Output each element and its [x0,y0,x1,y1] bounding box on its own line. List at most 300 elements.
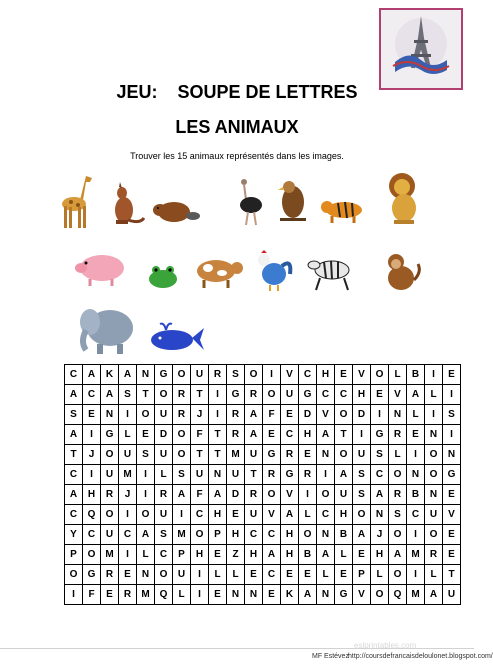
frog-icon [146,264,180,290]
grid-cell[interactable]: A [371,485,389,505]
grid-cell[interactable]: S [119,385,137,405]
grid-cell[interactable]: S [371,445,389,465]
grid-cell[interactable]: I [407,445,425,465]
grid-cell[interactable]: H [245,545,263,565]
grid-cell[interactable]: B [407,485,425,505]
grid-cell[interactable]: B [407,365,425,385]
grid-cell[interactable]: L [389,445,407,465]
grid-cell[interactable]: I [407,525,425,545]
grid-cell[interactable]: I [191,565,209,585]
grid-cell[interactable]: N [137,565,155,585]
grid-cell[interactable]: F [191,425,209,445]
ostrich-icon [234,178,264,226]
grid-cell[interactable]: C [65,465,83,485]
grid-cell[interactable]: N [425,485,443,505]
grid-cell[interactable]: U [245,505,263,525]
grid-cell[interactable]: I [191,585,209,605]
grid-cell[interactable]: M [119,465,137,485]
grid-cell[interactable]: A [407,385,425,405]
grid-cell[interactable]: O [173,425,191,445]
grid-cell[interactable]: F [191,485,209,505]
grid-cell[interactable]: A [281,505,299,525]
grid-cell[interactable]: C [263,565,281,585]
grid-cell[interactable]: O [335,405,353,425]
grid-cell[interactable]: L [227,565,245,585]
grid-cell[interactable]: E [263,585,281,605]
grid-cell[interactable]: B [335,525,353,545]
grid-cell[interactable]: T [335,425,353,445]
grid-cell[interactable]: E [209,545,227,565]
grid-cell[interactable]: A [65,385,83,405]
grid-cell[interactable]: H [281,525,299,545]
grid-cell[interactable]: C [281,425,299,445]
grid-cell[interactable]: N [317,585,335,605]
grid-cell[interactable]: O [263,385,281,405]
grid-cell[interactable]: F [83,585,101,605]
grid-cell[interactable]: I [353,425,371,445]
grid-cell[interactable]: U [173,565,191,585]
grid-cell[interactable]: U [155,405,173,425]
grid-cell[interactable]: K [281,585,299,605]
grid-cell[interactable]: Z [227,545,245,565]
grid-cell[interactable]: N [245,585,263,605]
grid-cell[interactable]: D [155,425,173,445]
instruction-text: Trouver les 15 animaux représentés dans les images. [130,151,344,161]
grid-cell[interactable]: I [119,505,137,525]
grid-cell[interactable]: A [317,425,335,445]
grid-cell[interactable]: E [137,425,155,445]
grid-cell[interactable]: O [83,545,101,565]
grid-cell[interactable]: E [443,365,461,385]
grid-row [65,425,461,445]
grid-cell[interactable]: D [227,485,245,505]
grid-cell[interactable]: L [425,385,443,405]
grid-cell[interactable]: C [155,545,173,565]
eiffel-tower-logo [381,10,461,88]
grid-cell[interactable]: A [245,405,263,425]
grid-cell[interactable]: Q [155,585,173,605]
grid-cell[interactable]: E [335,365,353,385]
grid-cell[interactable]: V [353,365,371,385]
grid-cell[interactable]: J [119,485,137,505]
grid-cell[interactable]: G [155,365,173,385]
grid-row [65,385,461,405]
cow-icon [188,254,244,290]
grid-cell[interactable]: I [443,385,461,405]
grid-cell[interactable]: L [137,545,155,565]
grid-cell[interactable]: I [119,545,137,565]
grid-cell[interactable]: Q [83,505,101,525]
grid-cell[interactable]: E [299,565,317,585]
grid-cell[interactable]: O [389,465,407,485]
grid-cell[interactable]: J [371,525,389,545]
grid-cell[interactable]: G [335,585,353,605]
grid-cell[interactable]: R [209,365,227,385]
grid-cell[interactable]: G [371,425,389,445]
grid-cell[interactable]: U [155,505,173,525]
whale-icon [148,320,206,352]
grid-cell[interactable]: G [443,465,461,485]
grid-cell[interactable]: O [173,365,191,385]
grid-cell[interactable]: H [191,545,209,565]
grid-cell[interactable]: O [263,485,281,505]
grid-cell[interactable]: U [335,485,353,505]
grid-cell[interactable]: N [389,405,407,425]
grid-row [65,585,461,605]
grid-cell[interactable]: R [155,485,173,505]
grid-cell[interactable]: O [335,445,353,465]
grid-cell[interactable]: A [173,485,191,505]
grid-cell[interactable]: R [173,405,191,425]
grid-cell[interactable]: D [299,405,317,425]
grid-cell[interactable]: N [227,585,245,605]
grid-cell[interactable]: I [65,585,83,605]
grid-cell[interactable]: O [371,585,389,605]
grid-cell[interactable]: V [443,505,461,525]
grid-cell[interactable]: R [389,485,407,505]
grid-cell[interactable]: C [65,505,83,525]
grid-cell[interactable]: U [425,505,443,525]
grid-cell[interactable]: O [389,565,407,585]
grid-cell[interactable]: A [245,425,263,445]
grid-cell[interactable]: A [317,545,335,565]
grid-cell[interactable]: I [83,425,101,445]
grid-cell[interactable]: L [371,565,389,585]
grid-cell[interactable]: L [173,585,191,605]
grid-cell[interactable]: R [227,405,245,425]
grid-cell[interactable]: O [155,565,173,585]
grid-cell[interactable]: O [317,485,335,505]
grid-cell[interactable]: N [443,445,461,465]
word-search-grid [64,364,461,605]
grid-cell[interactable]: U [245,445,263,465]
grid-cell[interactable]: E [281,565,299,585]
tiger-icon [318,196,368,224]
grid-cell[interactable]: M [137,585,155,605]
grid-cell[interactable]: A [119,365,137,385]
grid-row [65,405,461,425]
grid-cell[interactable]: M [407,545,425,565]
grid-cell[interactable]: E [335,565,353,585]
grid-cell[interactable]: G [101,425,119,445]
grid-cell[interactable]: R [227,425,245,445]
grid-cell[interactable]: A [299,585,317,605]
grid-cell[interactable]: I [137,485,155,505]
grid-cell[interactable]: C [317,505,335,525]
grid-cell[interactable]: O [137,405,155,425]
lion-icon [382,170,424,226]
grid-cell[interactable]: E [101,585,119,605]
grid-cell[interactable]: H [227,525,245,545]
grid-cell[interactable]: C [83,385,101,405]
grid-cell[interactable]: I [137,465,155,485]
grid-cell[interactable]: L [155,465,173,485]
grid-cell[interactable]: S [137,445,155,465]
grid-cell[interactable]: I [443,425,461,445]
grid-cell[interactable]: E [371,385,389,405]
grid-cell[interactable]: S [65,405,83,425]
grid-cell[interactable]: R [101,565,119,585]
grid-cell[interactable]: C [83,525,101,545]
grid-row [65,545,461,565]
grid-cell[interactable]: E [299,445,317,465]
grid-cell[interactable]: R [173,385,191,405]
grid-cell[interactable]: O [155,385,173,405]
grid-cell[interactable]: C [317,385,335,405]
grid-cell[interactable]: L [317,565,335,585]
grid-cell[interactable]: O [371,365,389,385]
grid-cell[interactable]: T [65,445,83,465]
grid-cell[interactable]: A [101,385,119,405]
grid-cell[interactable]: U [191,365,209,385]
grid-cell[interactable]: J [191,405,209,425]
grid-cell[interactable]: A [263,545,281,565]
grid-cell[interactable]: R [389,425,407,445]
logo-badge [379,8,463,90]
grid-cell[interactable]: I [425,365,443,385]
grid-row [65,445,461,465]
page-footer [0,648,493,663]
grid-cell[interactable]: E [407,425,425,445]
grid-cell[interactable]: A [389,545,407,565]
grid-cell[interactable]: Q [389,585,407,605]
grid-cell[interactable]: H [209,505,227,525]
grid-cell[interactable]: E [227,505,245,525]
beaver-icon [152,196,200,226]
grid-cell[interactable]: T [191,445,209,465]
grid-cell[interactable]: O [101,505,119,525]
grid-cell[interactable]: L [119,425,137,445]
grid-cell[interactable]: F [263,405,281,425]
grid-cell[interactable]: R [245,485,263,505]
grid-cell[interactable]: E [119,565,137,585]
grid-cell[interactable]: G [227,385,245,405]
grid-cell[interactable]: S [443,405,461,425]
grid-cell[interactable]: I [425,405,443,425]
grid-cell[interactable]: K [101,365,119,385]
grid-cell[interactable]: U [119,445,137,465]
grid-row [65,565,461,585]
grid-cell[interactable]: P [65,545,83,565]
grid-cell[interactable]: S [353,485,371,505]
watermark: eslprintables.com [354,641,417,650]
grid-cell[interactable]: D [353,405,371,425]
grid-cell[interactable]: M [407,585,425,605]
grid-cell[interactable]: O [173,445,191,465]
grid-cell[interactable]: O [65,565,83,585]
grid-cell[interactable]: T [137,385,155,405]
grid-cell[interactable]: U [101,525,119,545]
grid-cell[interactable]: A [137,525,155,545]
grid-cell[interactable]: V [353,585,371,605]
grid-cell[interactable]: A [209,485,227,505]
grid-cell[interactable]: A [335,465,353,485]
grid-cell[interactable]: H [83,485,101,505]
grid-cell[interactable]: G [83,565,101,585]
grid-cell[interactable]: O [137,505,155,525]
grid-cell[interactable]: C [263,525,281,545]
grid-row [65,505,461,525]
grid-cell[interactable]: I [209,385,227,405]
grid-cell[interactable]: P [209,525,227,545]
grid-cell[interactable]: M [227,445,245,465]
monkey-icon [380,252,422,294]
grid-cell[interactable]: E [353,545,371,565]
grid-cell[interactable]: V [281,365,299,385]
grid-cell[interactable]: O [191,525,209,545]
footer-url[interactable]: http://coursdefrancaisdeloulonet.blogspot.com/ [348,653,493,660]
grid-cell[interactable]: R [263,465,281,485]
grid-cell[interactable]: T [209,425,227,445]
grid-cell[interactable]: P [353,565,371,585]
grid-cell[interactable]: L [425,565,443,585]
grid-cell[interactable]: C [371,465,389,485]
grid-cell[interactable]: A [83,365,101,385]
grid-cell[interactable]: T [443,565,461,585]
grid-cell[interactable]: Y [65,525,83,545]
grid-cell[interactable]: O [425,465,443,485]
grid-cell[interactable]: R [425,545,443,565]
grid-cell[interactable]: E [443,525,461,545]
grid-cell[interactable]: M [173,525,191,545]
grid-row [65,525,461,545]
grid-cell[interactable]: R [101,485,119,505]
grid-cell[interactable]: I [83,465,101,485]
grid-cell[interactable]: U [101,465,119,485]
grid-cell[interactable]: C [299,365,317,385]
grid-cell[interactable]: O [353,505,371,525]
grid-cell[interactable]: U [227,465,245,485]
grid-cell[interactable]: V [389,385,407,405]
grid-cell[interactable]: U [353,445,371,465]
grid-cell[interactable]: L [209,565,227,585]
footer-author: MF Estévez [312,653,349,660]
grid-cell[interactable]: I [173,505,191,525]
grid-cell[interactable]: O [245,365,263,385]
grid-cell[interactable]: L [389,365,407,385]
grid-cell[interactable]: U [281,385,299,405]
grid-cell[interactable]: I [119,405,137,425]
grid-cell[interactable]: G [281,465,299,485]
grid-cell[interactable]: U [191,465,209,485]
grid-cell[interactable]: I [209,405,227,425]
grid-cell[interactable]: E [83,405,101,425]
zebra-icon [306,252,356,292]
grid-cell[interactable]: N [209,465,227,485]
grid-cell[interactable]: A [65,425,83,445]
grid-cell[interactable]: S [155,525,173,545]
grid-cell[interactable]: V [317,405,335,425]
elephant-icon [72,300,138,356]
grid-cell[interactable]: O [101,445,119,465]
grid-row [65,465,461,485]
grid-cell[interactable]: H [371,545,389,565]
grid-cell[interactable]: G [263,445,281,465]
grid-cell[interactable]: G [299,385,317,405]
grid-cell[interactable]: E [209,585,227,605]
grid-cell[interactable]: S [389,505,407,525]
grid-cell[interactable]: H [299,425,317,445]
grid-cell[interactable]: S [173,465,191,485]
grid-cell[interactable]: T [191,385,209,405]
grid-cell[interactable]: C [245,525,263,545]
grid-cell[interactable]: L [299,505,317,525]
grid-cell[interactable]: C [335,385,353,405]
grid-cell[interactable]: H [317,365,335,385]
grid-cell[interactable]: I [407,565,425,585]
grid-cell[interactable]: J [83,445,101,465]
rooster-icon [254,248,294,292]
grid-cell[interactable]: T [245,465,263,485]
grid-cell[interactable]: U [443,585,461,605]
kangaroo-icon [100,184,146,230]
grid-cell[interactable]: O [299,525,317,545]
grid-cell[interactable]: I [317,465,335,485]
grid-cell[interactable]: C [65,365,83,385]
eagle-icon [276,178,310,224]
grid-cell[interactable]: I [263,365,281,385]
grid-cell[interactable]: N [407,465,425,485]
grid-cell[interactable]: H [353,385,371,405]
grid-cell[interactable]: A [353,525,371,545]
grid-cell[interactable]: I [299,485,317,505]
giraffe-icon [56,174,102,230]
grid-cell[interactable]: P [173,545,191,565]
grid-cell[interactable]: C [119,525,137,545]
grid-cell[interactable]: E [263,425,281,445]
grid-cell[interactable]: N [371,505,389,525]
grid-cell[interactable]: C [407,505,425,525]
grid-cell[interactable]: O [425,525,443,545]
grid-cell[interactable]: E [281,405,299,425]
grid-cell[interactable]: C [191,505,209,525]
grid-cell[interactable]: V [263,505,281,525]
grid-row [65,485,461,505]
grid-cell[interactable]: O [425,445,443,465]
grid-cell[interactable]: A [65,485,83,505]
page-subtitle: LES ANIMAUX [175,117,299,137]
grid-cell[interactable]: S [227,365,245,385]
grid-cell[interactable]: M [101,545,119,565]
grid-cell[interactable]: L [407,405,425,425]
grid-cell[interactable]: L [335,545,353,565]
grid-cell[interactable]: V [281,485,299,505]
grid-cell[interactable]: N [317,525,335,545]
grid-cell[interactable]: R [245,385,263,405]
grid-cell[interactable]: N [317,445,335,465]
grid-cell[interactable]: R [281,445,299,465]
grid-cell[interactable]: R [119,585,137,605]
grid-cell[interactable]: N [425,425,443,445]
grid-cell[interactable]: B [299,545,317,565]
grid-cell[interactable]: O [389,525,407,545]
grid-cell[interactable]: S [353,465,371,485]
grid-cell[interactable]: U [155,445,173,465]
grid-cell[interactable]: N [101,405,119,425]
grid-cell[interactable]: E [443,545,461,565]
grid-cell[interactable]: T [209,445,227,465]
grid-cell[interactable]: H [335,505,353,525]
grid-cell[interactable]: A [425,585,443,605]
grid-cell[interactable]: E [245,565,263,585]
grid-cell[interactable]: I [371,405,389,425]
grid-cell[interactable]: E [443,485,461,505]
grid-cell[interactable]: N [137,365,155,385]
grid-row [65,365,461,385]
pig-icon [72,250,130,288]
grid-cell[interactable]: R [299,465,317,485]
grid-cell[interactable]: H [281,545,299,565]
